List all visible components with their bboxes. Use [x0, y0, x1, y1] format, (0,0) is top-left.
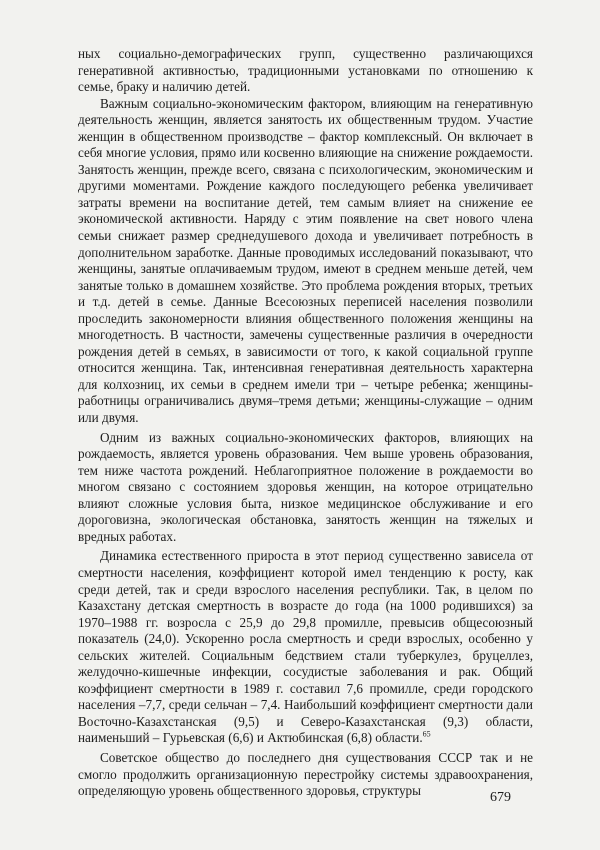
- footnote-reference: 65: [422, 730, 431, 740]
- paragraph-mortality: [78, 548, 533, 747]
- paragraph-employment: Важным социально-экономическим фактором, влияющим на генеративную деятельность женщин, является занятость их общественным трудом. Участие женщин в общественном производстве – фактор комплексный. Он включает в себя многие условия, прямо или косвенно влияющие на снижение рождаемости. Занятость женщин, прежде всего, связана с психологическим, экономическим и другими моментами. Рождение каждого последующего ребенка увеличивает затраты времени на воспитание детей, тем самым влияет на снижение ее экономической активности. Наряду с этим появление на свет нового члена семьи снижает размер среднедушевого дохода и увеличивает потребность в дополнительном заработке. Данные проводимых исследований показывают, что женщины, занятые оплачиваемым трудом, имеют в среднем меньше детей, чем занятые только в домашнем хозяйстве. Это проблема рождения вторых, третьих и т.д. детей в семье. Данные Всесоюзных переписей населения позволили проследить закономерности влияния общественного положения женщины на многодетность. В частности, замечены существенные различия в очередности рождения детей в семьях, в зависимости от того, к какой социальной группе относится женщина. Так, интенсивная генеративная деятельность характерна для колхозниц, их семьи в среднем имели три – четыре ребенка; женщины-работницы ограничивались двумя–тремя детьми; женщины-служащие – одним или двумя.: [78, 95, 533, 426]
- page-body: [78, 46, 533, 800]
- paragraph-healthcare: Советское общество до последнего дня существования СССР так и не смогло продолжить организационную перестройку системы здравоохранения, определяющую уровень общественного здоровья, структуры: [78, 749, 533, 799]
- paragraph-education: Одним из важных социально-экономических факторов, влияющих на рождаемость, является уровень образования. Чем выше уровень образования, тем ниже частота рождений. Неблагоприятное положение в рождаемости во многом связано с состоянием здоровья женщин, на которое отрицательно влияют сложные условия быта, низкое медицинское обслуживание и его дороговизна, экологическая обстановка, занятость женщин на тяжелых и вредных работах.: [78, 429, 533, 544]
- paragraph-continuation: ных социально-демографических групп, существенно различающихся генеративной активностью, традиционными установками по отношению к семье, браку и наличию детей.: [78, 46, 533, 95]
- page-number: 679: [490, 790, 511, 805]
- paragraph-mortality-text: Динамика естественного прироста в этот период существенно зависела от смертности населения, коэффициент которой имел тенденцию к росту, как среди детей, так и среди взрослого населения республики. Так, в целом по Казахстану детская смертность в возрасте до года (на 1000 родившихся) за 1970–1988 гг. возросла с 25,9 до 29,8 промилле, превысив общесоюзный показатель (24,0). Ускоренно росла смертность и среди взрослых, особенно у сельских жителей. Социальным бедствием стали туберкулез, бруцеллез, желудочно-кишечные инфекции, сосудистые заболевания и рак. Общий коэффициент смертности в 1989 г. составил 7,6 промилле, среди городского населения –7,7, среди сельчан – 7,4. Наибольший коэффициент смертности дали Восточно-Казахстанская (9,5) и Северо-Казахстанская (9,3) области, наименьший – Гурьевская (6,6) и Актюбинская (6,8) области.: [78, 548, 533, 746]
